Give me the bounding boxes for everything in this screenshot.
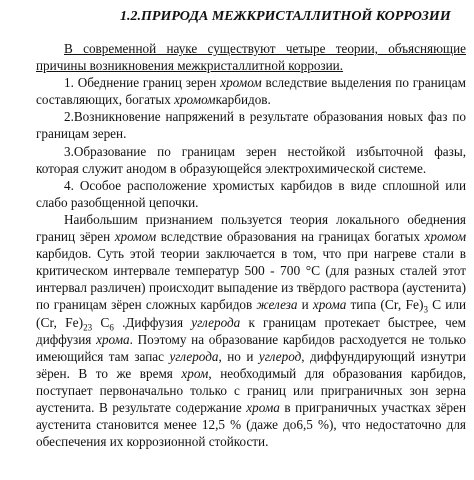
main-text-11: , но и (218, 348, 259, 364)
intro-paragraph: В современной науке существуют четыре теории, объясняющие причины возникновения межкристаллитной коррозии. (36, 41, 466, 74)
theory-1-text-b: вследствие выделения по границам составляющих, богатых (36, 75, 466, 108)
main-text-2: вследствие образования на границах богатых (156, 229, 425, 245)
main-text-9: к границам протекает быстрее, чем диффузия (36, 314, 466, 347)
theory-2-paragraph: 2.Возникновение напряжений в результате образования новых фаз по границам зерен. (36, 109, 466, 142)
theory-1-paragraph (36, 74, 466, 108)
main-text-1: Наибольшим признанием пользуется теория локального обеднения границ зёрен (36, 211, 466, 245)
main-theory-paragraph (36, 211, 466, 450)
main-text-5: и (297, 297, 313, 313)
formula-1-base: (Cr, Fe) (380, 297, 424, 313)
formula-1-carbon: C (427, 297, 442, 313)
theory-4-paragraph: 4. Особое расположение хромистых карбидов в виде сплошной или слабо разобщенной цепочки. (36, 177, 466, 210)
main-text-12: , диффундирующий изнутри зёрен. В то же время (36, 348, 466, 381)
formula-2-carbon: C (92, 314, 110, 330)
main-text-13: , необходимый для образования карбидов, поступает первоначально только с границ или приграничных зон зерна аустенита. В результате содержание (36, 365, 467, 415)
formula-2-subscript: 23 (83, 322, 93, 333)
main-emphasis-chromium-5: хром (181, 365, 209, 381)
carbide-formula-2 (36, 314, 114, 333)
main-emphasis-carbon-2: углерода (169, 348, 219, 364)
main-text-10: . Поэтому на образование карбидов расходуется не только имеющийся там запас (36, 331, 466, 364)
carbide-formula-1 (380, 297, 442, 316)
main-text-4: (для разных сталей этот интервал различен) происходит выпадение из твёрдого раствора (аустенита) по границам зёрен сложных карбидов (36, 263, 466, 313)
main-emphasis-iron: железа (256, 297, 298, 313)
main-emphasis-carbon-3: углерод (258, 348, 302, 364)
temperature-range: 500 - 700 °С (244, 263, 321, 279)
theory-3-paragraph: 3.Образование по границам зерен нестойкой избыточной фазы, которая служит анодом в образующейся электрохимической системе. (36, 143, 466, 176)
main-emphasis-carbon-1: углерода (191, 314, 241, 330)
main-emphasis-chromium-6: хрома (246, 399, 280, 415)
main-emphasis-chromium-4: хрома (96, 331, 130, 347)
theory-1-emphasis-2: хромом (174, 92, 216, 108)
formula-2-subscript-2: 6 (109, 322, 114, 333)
main-emphasis-chromium-3: хрома (312, 297, 347, 313)
main-text-14: в приграничных участках зёрен аустенита становится менее 12,5 % (даже до6,5 %), что недостаточно для обеспечения их коррозионной стойкости. (36, 399, 466, 450)
main-emphasis-chromium-2: хромом (424, 229, 466, 245)
main-text-3: карбидов. Суть этой теории заключается в том, что при нагреве стали в критическом интервале температур (36, 246, 466, 279)
section-title: 1.2.ПРИРОДА МЕЖКРИСТАЛЛИТНОЙ КОРРОЗИИ (120, 9, 451, 24)
theory-1-text-c: карбидов. (215, 92, 271, 108)
main-text-7: или (441, 297, 467, 313)
formula-1-subscript: 3 (423, 305, 428, 316)
formula-2-base: (Cr, Fe) (36, 314, 84, 330)
main-emphasis-chromium-1: хромом (114, 229, 157, 245)
main-text-6: типа (346, 297, 381, 313)
theory-1-text-a: 1. Обеднение границ зерен (64, 75, 221, 91)
main-text-8: .Диффузия (113, 314, 192, 330)
theory-1-emphasis-1: хромом (220, 75, 262, 91)
